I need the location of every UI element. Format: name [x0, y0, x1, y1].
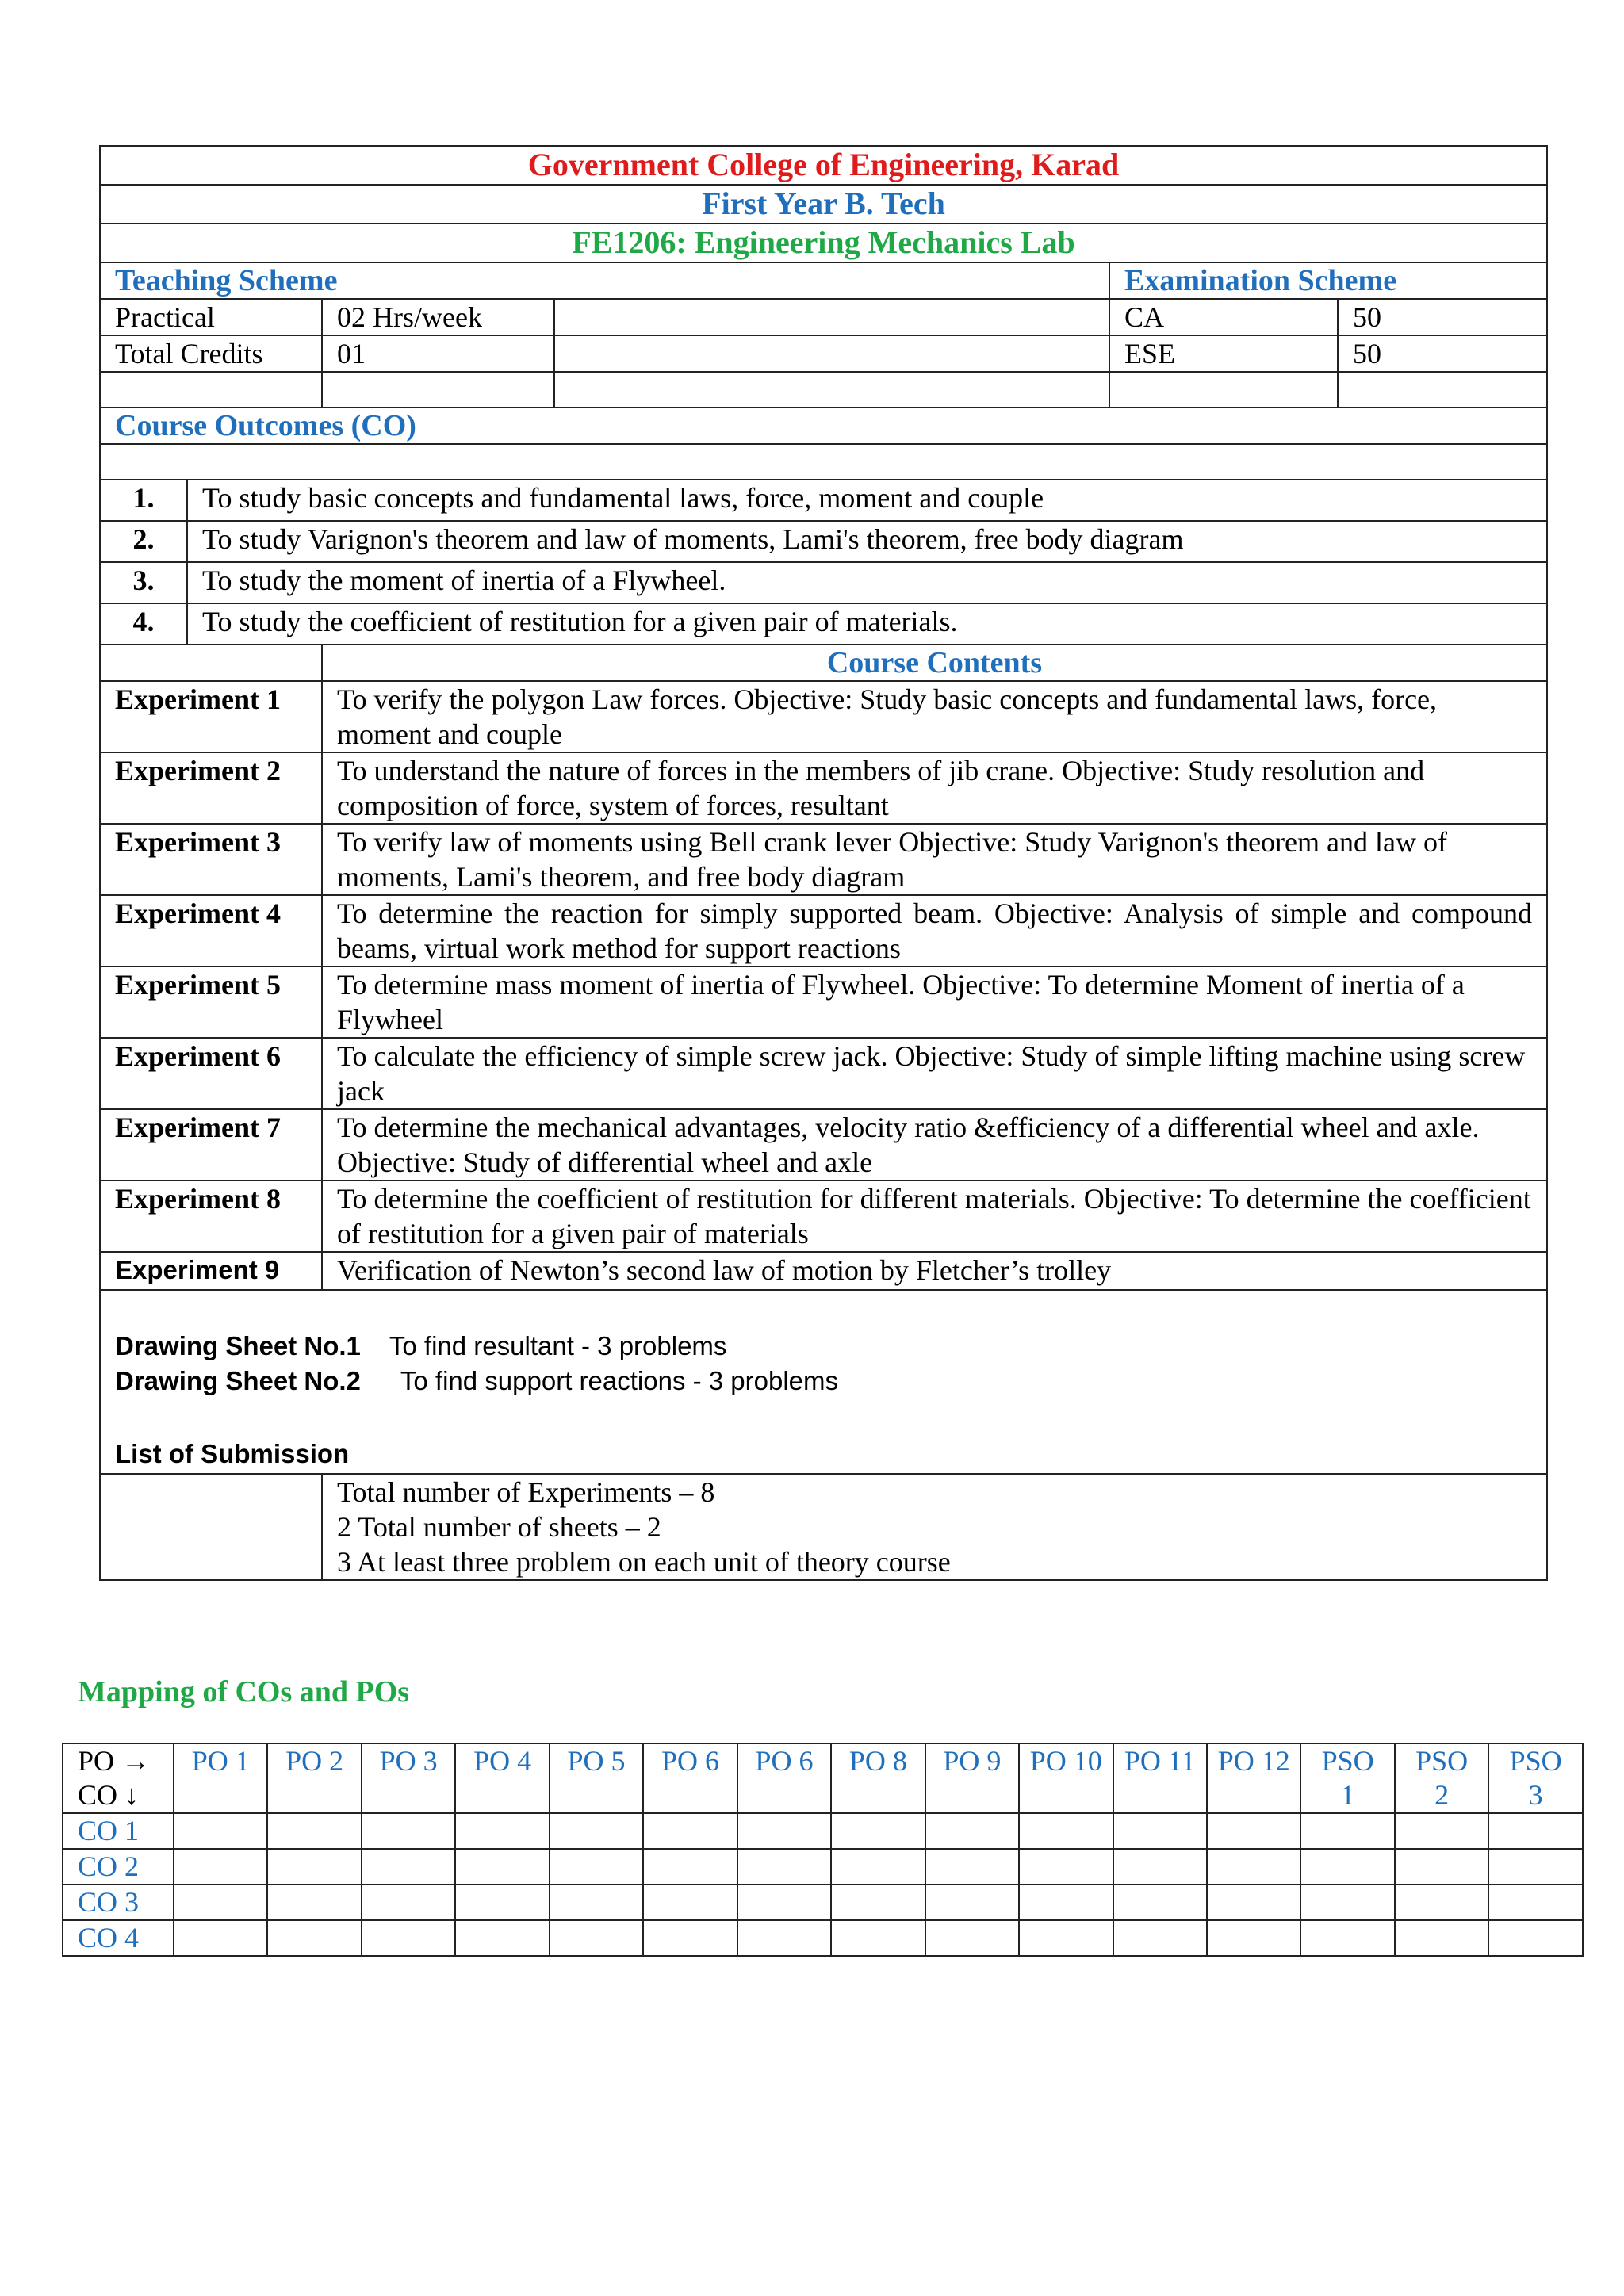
exam-marks: 50: [1338, 335, 1547, 372]
corner-po-label: PO →: [78, 1745, 151, 1777]
po-header: PO 4: [455, 1743, 549, 1813]
exam-marks: 50: [1338, 299, 1547, 335]
outcome-text: To study the moment of inertia of a Flywheel.: [187, 562, 1547, 603]
experiment-row: [100, 681, 1547, 752]
experiment-text: To understand the nature of forces in the members of jib crane. Objective: Study resolution and composition of force, system of forces, resultant: [322, 752, 1547, 824]
scheme-value: 01: [322, 335, 554, 372]
submission-line: Total number of Experiments – 8: [337, 1476, 715, 1508]
po-header: PO 10: [1019, 1743, 1113, 1813]
exam-scheme-label: Examination Scheme: [1109, 262, 1547, 299]
po-header: PO 11: [1113, 1743, 1207, 1813]
experiment-text: To verify the polygon Law forces. Objective: Study basic concepts and fundamental laws, force, moment and couple: [322, 681, 1547, 752]
outcome-number: 2.: [100, 521, 187, 562]
experiment-label: Experiment 1: [100, 681, 322, 752]
mapping-row: [63, 1920, 1583, 1956]
experiment-text: To determine the coefficient of restitution for different materials. Objective: To determine the coefficient of restitution for a given pair of materials: [322, 1181, 1547, 1252]
exam-type: CA: [1109, 299, 1338, 335]
drawing-sheet-2: [115, 1364, 1532, 1399]
mapping-row: [63, 1849, 1583, 1885]
course-syllabus-table: [99, 145, 1548, 1581]
scheme-empty-row: [100, 372, 1547, 408]
mapping-row: [63, 1885, 1583, 1920]
drawing-sheet-1-text: To find resultant - 3 problems: [389, 1331, 727, 1360]
corner-co-label: CO ↓: [78, 1779, 140, 1811]
drawing-sheet-1-label: Drawing Sheet No.1: [115, 1331, 361, 1360]
scheme-row: [100, 335, 1547, 372]
submission-label: List of Submission: [115, 1439, 350, 1468]
scheme-name: Total Credits: [100, 335, 322, 372]
pso-header: PSO 2: [1395, 1743, 1488, 1813]
outcome-text: To study Varignon's theorem and law of moments, Lami's theorem, free body diagram: [187, 521, 1547, 562]
drawing-sheet-2-label: Drawing Sheet No.2: [115, 1366, 361, 1395]
co-label: CO 3: [63, 1885, 174, 1920]
course-outcomes-title: Course Outcomes (CO): [100, 408, 1547, 444]
experiment-row: [100, 966, 1547, 1038]
experiment-text: To verify law of moments using Bell crank lever Objective: Study Varignon's theorem and law of moments, Lami's theorem, and free body diagram: [322, 824, 1547, 895]
experiment-text: To determine mass moment of inertia of Flywheel. Objective: To determine Moment of inertia of a Flywheel: [322, 966, 1547, 1038]
submission-line: 3 At least three problem on each unit of theory course: [337, 1546, 951, 1578]
mapping-corner: [63, 1743, 174, 1813]
drawing-section: [100, 1290, 1547, 1474]
experiment-label: Experiment 2: [100, 752, 322, 824]
empty-cell: [554, 335, 1109, 372]
scheme-name: Practical: [100, 299, 322, 335]
po-header: PO 6: [737, 1743, 831, 1813]
experiment-label: Experiment 9: [100, 1252, 322, 1290]
po-header: PO 9: [925, 1743, 1019, 1813]
drawing-sheet-1: [115, 1329, 1532, 1364]
co-label: CO 1: [63, 1813, 174, 1849]
co-label: CO 2: [63, 1849, 174, 1885]
experiment-text: To determine the mechanical advantages, velocity ratio &efficiency of a differential wheel and axle. Objective: Study of differential wheel and axle: [322, 1109, 1547, 1181]
program-year: First Year B. Tech: [100, 185, 1547, 224]
outcome-item: [100, 521, 1547, 562]
empty-cell: [100, 645, 322, 681]
outcome-number: 4.: [100, 603, 187, 645]
experiment-row: [100, 895, 1547, 966]
empty-cell: [554, 299, 1109, 335]
outcome-item: [100, 562, 1547, 603]
scheme-row: [100, 299, 1547, 335]
mapping-title: Mapping of COs and POs: [78, 1675, 410, 1709]
po-header: PO 5: [550, 1743, 643, 1813]
outcome-number: 3.: [100, 562, 187, 603]
outcome-item: [100, 603, 1547, 645]
college-name: Government College of Engineering, Karad: [100, 146, 1547, 185]
experiment-text: Verification of Newton’s second law of motion by Fletcher’s trolley: [322, 1252, 1547, 1290]
experiment-row: [100, 824, 1547, 895]
experiment-row: [100, 1181, 1547, 1252]
po-header: PO 12: [1207, 1743, 1300, 1813]
experiment-text: To calculate the efficiency of simple screw jack. Objective: Study of simple lifting machine using screw jack: [322, 1038, 1547, 1109]
drawing-sheet-2-text: To find support reactions - 3 problems: [400, 1366, 838, 1395]
experiment-label: Experiment 3: [100, 824, 322, 895]
outcome-text: To study basic concepts and fundamental laws, force, moment and couple: [187, 480, 1547, 521]
experiment-row: [100, 1109, 1547, 1181]
experiment-label: Experiment 4: [100, 895, 322, 966]
exam-type: ESE: [1109, 335, 1338, 372]
outcome-item: [100, 480, 1547, 521]
submission-line: 2 Total number of sheets – 2: [337, 1511, 661, 1543]
mapping-row: [63, 1813, 1583, 1849]
scheme-value: 02 Hrs/week: [322, 299, 554, 335]
pso-header: PSO 1: [1300, 1743, 1394, 1813]
experiment-row: [100, 1038, 1547, 1109]
experiment-label: Experiment 8: [100, 1181, 322, 1252]
outcome-number: 1.: [100, 480, 187, 521]
experiment-label: Experiment 6: [100, 1038, 322, 1109]
co-po-mapping-table: [62, 1743, 1584, 1957]
empty-cell: [100, 1474, 322, 1580]
experiment-text: To determine the reaction for simply supported beam. Objective: Analysis of simple and compound beams, virtual work method for support reactions: [322, 895, 1547, 966]
mapping-header-row: [63, 1743, 1583, 1813]
experiment-label: Experiment 5: [100, 966, 322, 1038]
outcome-text: To study the coefficient of restitution for a given pair of materials.: [187, 603, 1547, 645]
submission-row: [100, 1474, 1547, 1580]
course-contents-title: Course Contents: [322, 645, 1547, 681]
po-header: PO 1: [174, 1743, 267, 1813]
empty-row: [100, 444, 1547, 480]
po-header: PO 3: [362, 1743, 455, 1813]
pso-header: PSO 3: [1488, 1743, 1583, 1813]
course-title: FE1206: Engineering Mechanics Lab: [100, 224, 1547, 262]
experiment-label: Experiment 7: [100, 1109, 322, 1181]
experiment-row: [100, 752, 1547, 824]
po-header: PO 6: [643, 1743, 737, 1813]
teaching-scheme-label: Teaching Scheme: [100, 262, 1109, 299]
co-label: CO 4: [63, 1920, 174, 1956]
po-header: PO 8: [831, 1743, 925, 1813]
experiment-row: [100, 1252, 1547, 1290]
po-header: PO 2: [267, 1743, 361, 1813]
